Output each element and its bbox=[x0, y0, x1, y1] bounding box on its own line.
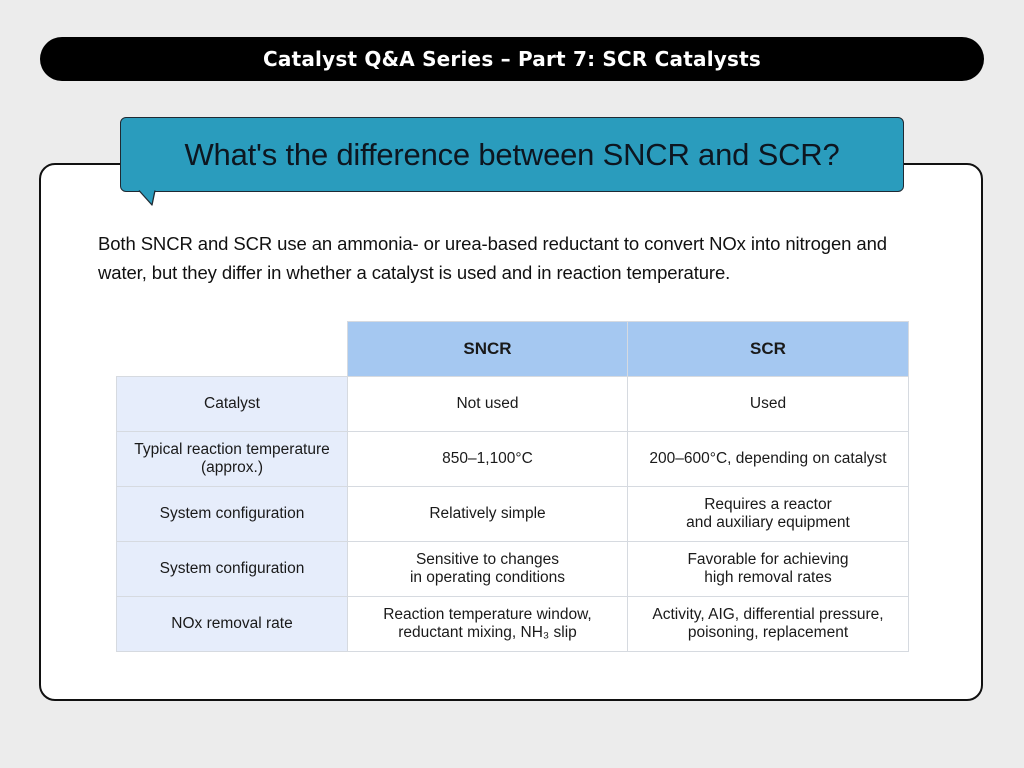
scr-cell-text: Requires a reactor bbox=[704, 496, 832, 513]
sncr-cell bbox=[348, 377, 628, 432]
scr-cell-text: poisoning, replacement bbox=[687, 624, 849, 641]
sncr-cell bbox=[348, 432, 628, 487]
question-text: What's the difference between SNCR and SCR? bbox=[184, 136, 840, 172]
intro-line-2: water, but they differ in whether a catalyst is used and in reaction temperature. bbox=[98, 262, 731, 283]
header-sncr: SNCR bbox=[348, 322, 628, 377]
scr-cell bbox=[628, 487, 909, 542]
row-label bbox=[117, 542, 348, 597]
header-scr: SCR bbox=[628, 322, 909, 377]
scr-cell-text: high removal rates bbox=[704, 569, 832, 586]
row-label-text: System configuration bbox=[159, 560, 305, 577]
sncr-cell-text: 850–1,100°C bbox=[442, 450, 533, 467]
header-blank-cell bbox=[117, 322, 348, 377]
table-row bbox=[117, 432, 909, 487]
row-label bbox=[117, 487, 348, 542]
speech-tail-icon bbox=[138, 190, 156, 206]
row-label-text: Typical reaction temperature bbox=[134, 441, 330, 458]
intro-line-1: Both SNCR and SCR use an ammonia- or urea-based reductant to convert NOx into nitrogen and bbox=[98, 233, 887, 254]
table-row bbox=[117, 597, 909, 652]
sncr-cell-text: Relatively simple bbox=[429, 505, 546, 522]
row-label bbox=[117, 597, 348, 652]
scr-cell bbox=[628, 542, 909, 597]
row-label-text: System configuration bbox=[159, 505, 305, 522]
sncr-cell-text: Reaction temperature window, bbox=[383, 606, 592, 623]
sncr-cell-text: reductant mixing, NH₃ slip bbox=[398, 624, 577, 641]
series-title: Catalyst Q&A Series – Part 7: SCR Catalysts bbox=[263, 47, 761, 71]
sncr-cell-text: Not used bbox=[456, 395, 519, 412]
row-label-text: Catalyst bbox=[204, 395, 260, 412]
sncr-cell-text: Sensitive to changes bbox=[415, 551, 560, 568]
intro-paragraph bbox=[98, 229, 938, 287]
row-label bbox=[117, 377, 348, 432]
sncr-cell bbox=[348, 597, 628, 652]
scr-cell bbox=[628, 597, 909, 652]
row-label-text: NOx removal rate bbox=[171, 615, 293, 632]
scr-cell-text: 200–600°C, depending on catalyst bbox=[649, 450, 887, 467]
table-row bbox=[117, 377, 909, 432]
sncr-cell bbox=[348, 487, 628, 542]
row-label-text: (approx.) bbox=[200, 459, 264, 476]
table-header-row bbox=[117, 322, 909, 377]
scr-cell-text: Favorable for achieving bbox=[687, 551, 849, 568]
scr-cell bbox=[628, 377, 909, 432]
sncr-cell-text: in operating conditions bbox=[409, 569, 566, 586]
row-label bbox=[117, 432, 348, 487]
comparison-table bbox=[116, 321, 909, 652]
sncr-cell bbox=[348, 542, 628, 597]
series-banner bbox=[40, 37, 984, 81]
scr-cell-text: and auxiliary equipment bbox=[686, 514, 850, 531]
question-bubble bbox=[120, 117, 904, 192]
table-row bbox=[117, 542, 909, 597]
scr-cell-text: Activity, AIG, differential pressure, bbox=[652, 606, 884, 623]
scr-cell bbox=[628, 432, 909, 487]
table-row bbox=[117, 487, 909, 542]
scr-cell-text: Used bbox=[749, 395, 787, 412]
